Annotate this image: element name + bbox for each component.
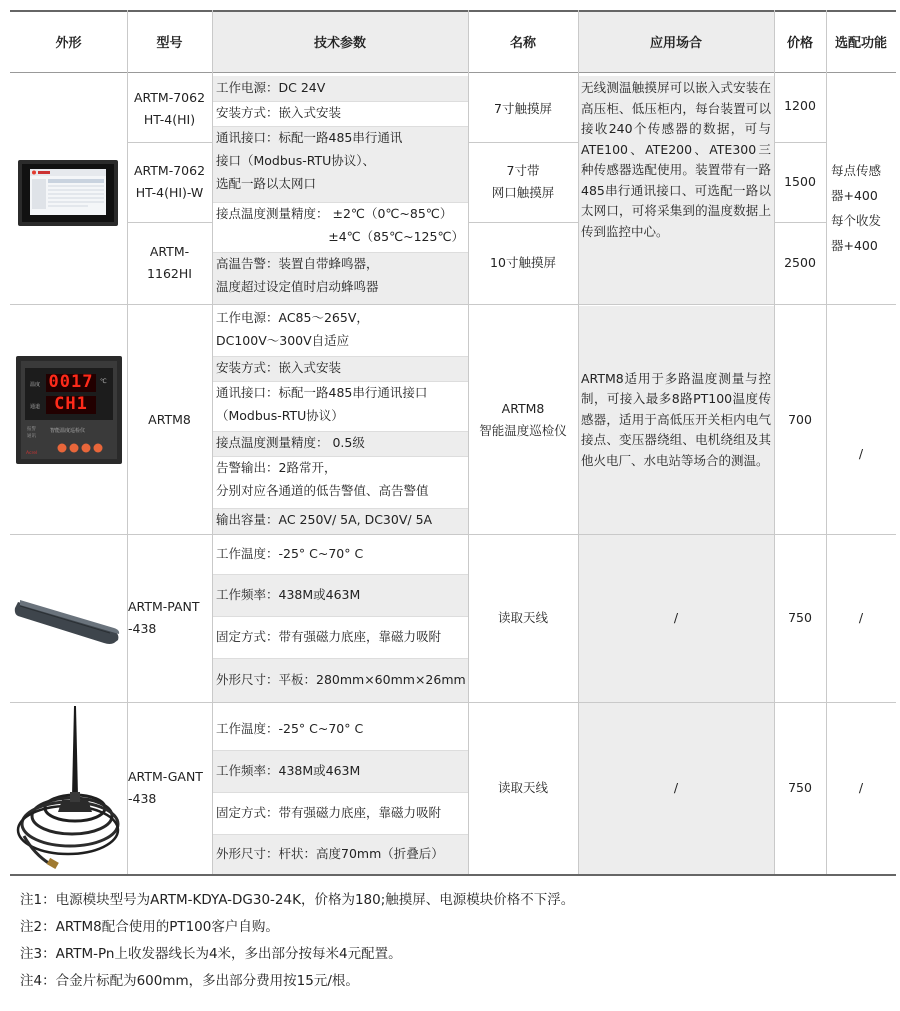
note-item: 注2：ARTM8配合使用的PT100客户自购。 [20, 919, 279, 935]
spec-cell: 外形尺寸：杆状：高度70mm（折叠后） [212, 834, 468, 874]
price-cell: 2500 [784, 255, 816, 270]
note-item: 注3：ARTM-Pn上收发器线长为4米，多出部分按每米4元配置。 [20, 946, 402, 962]
header-params: 技术参数 [212, 10, 468, 72]
spec-cell: 工作频率：438M或463M [212, 750, 468, 792]
price-cell: 750 [788, 610, 812, 625]
spec-cell [212, 356, 468, 381]
model-cell [127, 142, 212, 222]
spec-text: 安装方式：嵌入式安装 [216, 105, 342, 120]
svg-text:℃: ℃ [100, 378, 107, 385]
option-cell: / [858, 610, 864, 625]
header-application: 应用场合 [578, 10, 774, 72]
spec-cell [212, 101, 468, 126]
table-bottom-border [10, 874, 896, 876]
spec-cell [212, 76, 468, 101]
spec-text: 接点温度测量精度： ±2℃（0℃~85℃） [216, 206, 453, 221]
note-item: 注1：电源模块型号为ARTM-KDYA-DG30-24K，价格为180;触摸屏、电源模块价格不下浮。 [20, 892, 575, 908]
spec-divider [212, 381, 468, 382]
spec-divider [212, 750, 468, 751]
price-cell: 1500 [784, 174, 816, 189]
spec-cell: 固定方式：带有强磁力底座，靠磁力吸附 [212, 616, 468, 658]
svg-text:Acrel: Acrel [26, 451, 38, 456]
spec-text: 选配一路以太网口 [216, 176, 317, 191]
spec-text: DC100V～300V自适应 [216, 333, 350, 348]
application-cell: / [578, 534, 774, 702]
spec-text: 工作电源：AC85～265V， [216, 310, 369, 325]
spec-text: 通讯接口：标配一路485串行通讯接口 [216, 385, 428, 400]
product-name-cell [468, 306, 578, 534]
spec-text: 通讯接口：标配一路485串行通讯 [216, 130, 403, 145]
spec-cell: 工作频率：438M或463M [212, 574, 468, 616]
product-name: 智能温度巡检仪 [479, 423, 567, 438]
spec-divider [212, 658, 468, 659]
svg-text:温度: 温度 [30, 382, 41, 388]
sub-row-divider [127, 222, 212, 223]
spec-cell [212, 202, 468, 252]
option-cell: / [858, 780, 864, 795]
spec-text: 高温告警：装置自带蜂鸣器， [216, 256, 379, 271]
spec-text: 安装方式：嵌入式安装 [216, 360, 342, 375]
column-divider [127, 10, 128, 874]
column-divider [774, 10, 775, 874]
application-cell [578, 306, 774, 534]
header-price: 价格 [786, 35, 813, 51]
spec-divider [212, 508, 468, 509]
svg-text:报警: 报警 [27, 427, 36, 432]
column-divider [826, 10, 827, 874]
spec-divider [212, 574, 468, 575]
spec-divider [212, 792, 468, 793]
option-text: 器+400 [831, 238, 878, 253]
artm8-device-image [16, 356, 122, 464]
spec-divider [212, 101, 468, 102]
application-text: ARTM8适用于多路温度测量与控制，可接入最多8路PT100温度传感器，适用于高低压开关柜内电气接点、变压器绕组、电机绕组及其他火电厂、水电站等场合的测温。 [581, 370, 771, 468]
spec-divider [212, 252, 468, 253]
model-cell [127, 76, 212, 142]
spec-cell: 工作温度：-25° C~70° C [212, 702, 468, 750]
row-divider [10, 702, 896, 703]
spec-cell [212, 252, 468, 304]
product-name-cell: 读取天线 [497, 780, 548, 795]
column-divider [468, 10, 469, 874]
spec-divider [212, 616, 468, 617]
option-text: 器+400 [831, 188, 878, 203]
option-text: 每个收发 [831, 213, 882, 228]
spec-cell [212, 508, 468, 534]
spec-cell: 固定方式：带有强磁力底座，靠磁力吸附 [212, 792, 468, 834]
model-cell: ARTM8 [148, 412, 191, 427]
svg-text:通道: 通道 [30, 404, 41, 410]
model-name: HT-4(HI)-W [135, 185, 204, 200]
model-cell [127, 702, 213, 874]
product-name: 10寸触摸屏 [490, 255, 556, 270]
sub-row-divider [774, 142, 826, 143]
spec-cell: 工作温度：-25° C~70° C [212, 534, 468, 574]
price-cell: 750 [788, 780, 812, 795]
led-channel-readout: CH1 [54, 394, 88, 414]
spec-text: ±4℃（85℃~125℃） [328, 229, 464, 244]
header-name: 名称 [509, 35, 536, 51]
application-cell: / [578, 702, 774, 874]
product-name: 7寸触摸屏 [494, 101, 552, 116]
spec-cell [212, 306, 468, 356]
spec-divider [212, 126, 468, 127]
model-cell [127, 222, 212, 304]
product-name-cell [468, 76, 578, 142]
model-name: -438 [128, 791, 157, 806]
model-name: -438 [128, 621, 157, 636]
spec-divider [212, 202, 468, 203]
model-name: ARTM-7062 [133, 90, 206, 105]
header-option: 选配功能 [834, 35, 887, 51]
touchscreen-image [18, 160, 118, 226]
svg-text:通讯: 通讯 [27, 434, 36, 439]
model-name: ARTM- [149, 244, 190, 259]
product-name: 网口触摸屏 [491, 185, 555, 200]
application-cell [578, 76, 774, 304]
spec-divider [212, 834, 468, 835]
option-text: 每点传感 [831, 163, 882, 178]
product-name-cell: 读取天线 [497, 610, 548, 625]
application-text: 无线测温触摸屏可以嵌入式安装在高压柜、低压柜内，每台装置可以接收240个传感器的数据，可与ATE100、ATE200、ATE300三种传感器选配使用。装置带有一路485串行通讯接口、可选配一路以太网口，可将采集到的温度数据上传到监控中心。 [581, 80, 771, 239]
model-name: ARTM-PANT [128, 599, 200, 614]
spec-cell: 外形尺寸：平板：280mm×60mm×26mm [212, 658, 468, 702]
spec-cell [212, 126, 468, 202]
spec-cell [212, 431, 468, 456]
option-cell: / [858, 446, 864, 461]
spec-cell [212, 456, 468, 508]
spec-text: 输出容量：AC 250V/ 5A, DC30V/ 5A [216, 512, 433, 527]
product-name-cell [468, 222, 578, 304]
model-name: ARTM-GANT [128, 769, 203, 784]
spec-text: 分别对应各通道的低告警值、高告警值 [216, 483, 429, 498]
model-name: HT-4(HI) [143, 112, 196, 127]
rod-antenna-image [14, 704, 126, 874]
sub-row-divider [468, 222, 578, 223]
spec-text: 温度超过设定值时启动蜂鸣器 [216, 279, 379, 294]
model-name: 1162HI [147, 266, 192, 281]
sub-row-divider [774, 222, 826, 223]
header-shape: 外形 [55, 35, 82, 51]
table-top-border [10, 10, 896, 12]
spec-text: 接口（Modbus-RTU协议）、 [216, 153, 376, 168]
sub-row-divider [127, 142, 212, 143]
model-name: ARTM-7062 [133, 163, 206, 178]
spec-text: 工作电源：DC 24V [216, 80, 326, 95]
product-name: 7寸带 [506, 163, 540, 178]
sub-row-divider [468, 142, 578, 143]
product-name-cell [468, 142, 578, 222]
spec-divider [212, 356, 468, 357]
spec-text: （Modbus-RTU协议） [216, 408, 344, 423]
product-name: ARTM8 [501, 401, 545, 416]
column-divider [212, 10, 213, 874]
spec-divider [212, 456, 468, 457]
row-divider [10, 304, 896, 305]
header-divider [10, 72, 896, 73]
svg-text:智能温度巡检仪: 智能温度巡检仪 [50, 428, 86, 434]
row-divider [10, 534, 896, 535]
flat-antenna-image [14, 588, 126, 646]
column-divider [578, 10, 579, 874]
price-cell: 700 [788, 412, 812, 427]
option-cell [826, 150, 900, 266]
spec-text: 告警输出：2路常开， [216, 460, 337, 475]
spec-cell [212, 381, 468, 431]
header-model: 型号 [156, 35, 183, 51]
led-temperature-readout: 0017 [48, 372, 94, 392]
price-cell: 1200 [784, 98, 816, 113]
spec-text: 接点温度测量精度： 0.5级 [216, 435, 365, 450]
model-cell [127, 534, 213, 702]
spec-divider [212, 431, 468, 432]
note-item: 注4：合金片标配为600mm，多出部分费用按15元/根。 [20, 973, 359, 989]
